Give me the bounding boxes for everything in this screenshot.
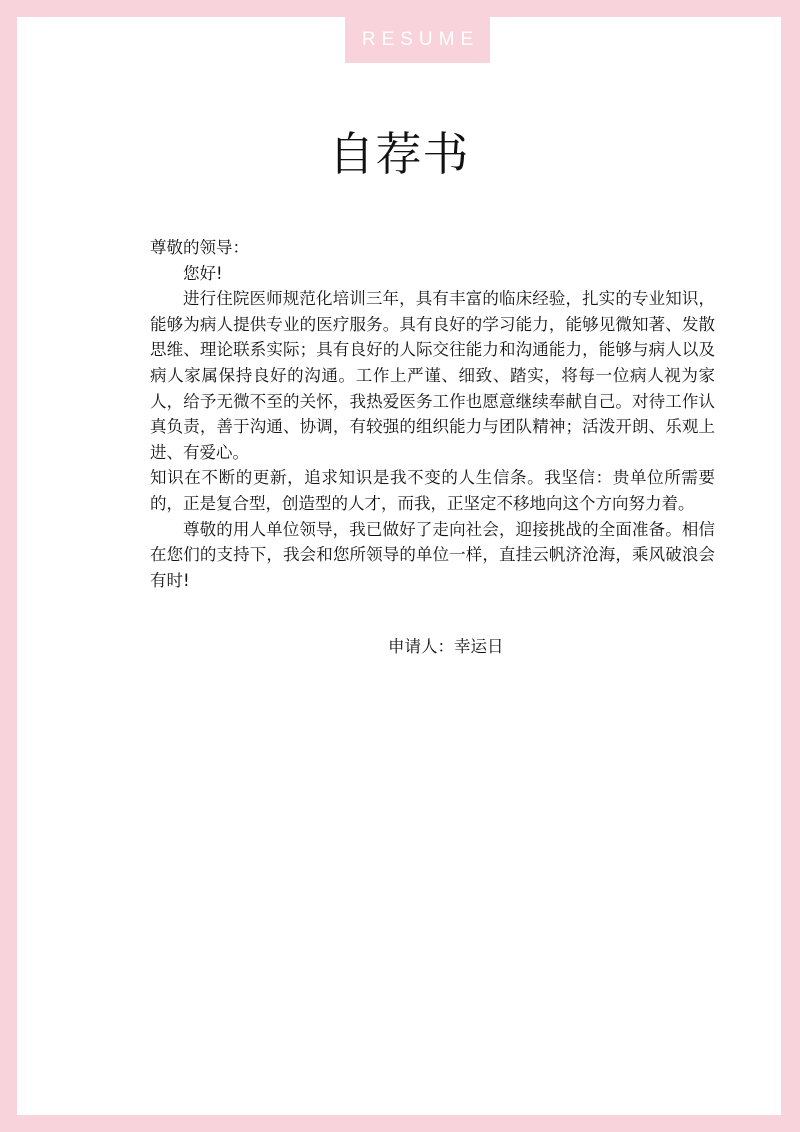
letter-body xyxy=(150,235,715,593)
resume-tab-label: RESUME xyxy=(361,29,480,50)
salutation: 尊敬的领导： xyxy=(150,238,249,257)
greeting: 您好! xyxy=(183,263,223,283)
resume-header-tab xyxy=(345,17,490,63)
paragraph-knowledge: 知识在不断的更新，追求知识是我不变的人生信条。我坚信：贵单位所需要的，正是复合型，创造型的人才，而我，正坚定不移地向这个方向努力着。 xyxy=(150,468,715,513)
resume-page xyxy=(17,17,781,1115)
paragraph-closing: 尊敬的用人单位领导，我已做好了走向社会，迎接挑战的全面准备。相信在您们的支持下，我会和您所领导的单位一样，直挂云帆济沧海，乘风破浪会有时! xyxy=(150,519,715,590)
paragraph-experience: 进行住院医师规范化培训三年，具有丰富的临床经验，扎实的专业知识，能够为病人提供专业的医疗服务。具有良好的学习能力，能够见微知著、发散思维、理论联系实际；具有良好的人际交往能力和沟通能力，能够与病人以及病人家属保持良好的沟通。工作上严谨、细致、踏实，将每一位病人视为家人，给予无微不至的关怀，我热爱医务工作也愿意继续奉献自己。对待工作认真负责，善于沟通、协调，有较强的组织能力与团队精神；活泼开朗、乐观上进、有爱心。 xyxy=(150,289,715,462)
page-title: 自荐书 xyxy=(328,127,470,181)
applicant-signature: 申请人：幸运日 xyxy=(388,637,504,656)
